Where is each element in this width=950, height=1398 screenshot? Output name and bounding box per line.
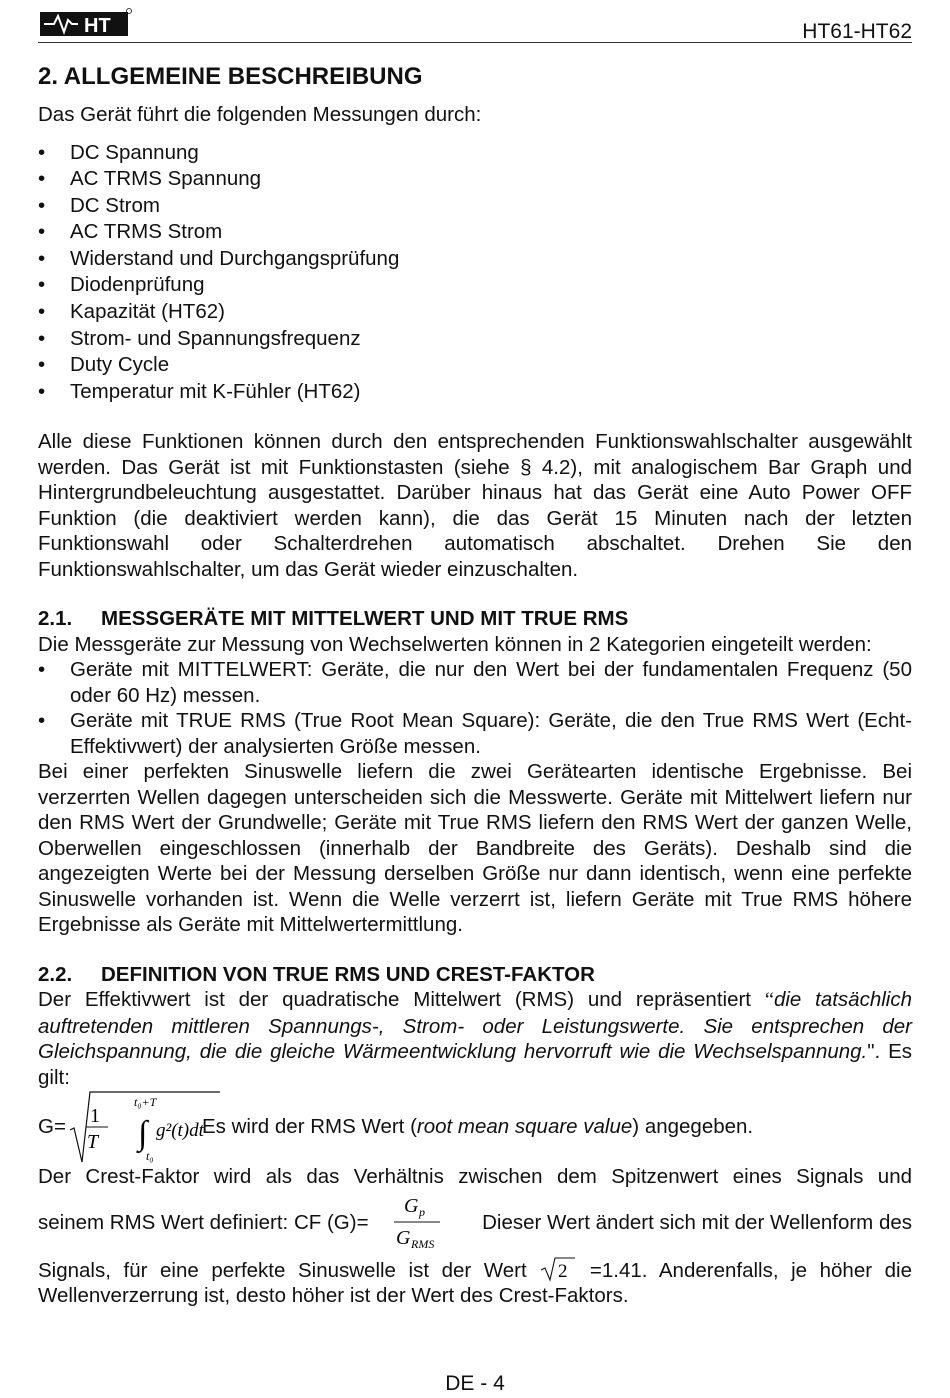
integral-upper-limit: t₀+T [134, 1095, 157, 1110]
page-header [38, 8, 912, 43]
meter-types-list [38, 657, 912, 759]
svg-text:2: 2 [558, 1260, 568, 1282]
svg-text:RMS: RMS [411, 1236, 435, 1250]
svg-text:G: G [396, 1226, 411, 1249]
crest-factor-line: Der Crest-Faktor wird als das Verhältnis zwischen dem Spitzenwert eines Signals und [38, 1165, 912, 1189]
subsection-title-2-2: 2.2. DEFINITION VON TRUE RMS UND CREST-FAKTOR [38, 962, 595, 986]
integral-sign: ∫ [138, 1115, 148, 1153]
formula-numerator: 1 [90, 1105, 100, 1128]
list-item: • Geräte mit MITTELWERT: Geräte, die nur den Wert bei der fundamentalen Frequenz (50 oder 60 Hz) messen. [38, 657, 912, 708]
list-item: • Duty Cycle [38, 352, 912, 379]
list-item: • Diodenprüfung [38, 272, 912, 299]
integral-lower-limit: t₀ [146, 1149, 154, 1164]
functions-paragraph: Alle diese Funktionen können durch den entsprechenden Funktionswahlschalter ausgewählt werden. Das Gerät ist mit Funktionstasten (siehe § 4.2), mit analogischem Bar Graph und Hintergrundbeleuchtung ausgestattet. Darüber hinaus hat das Gerät eine Auto Power OFF Funktion (die deaktiviert werden kann), die das Gerät 15 Minuten nach der letzten Funktionswahl oder Schalterdrehen automatisch abschaltet. Drehen Sie den Funktionswahlschalter, um das Gerät wieder einzuschalten. [38, 430, 912, 581]
list-item: • Widerstand und Durchgangsprüfung [38, 246, 912, 273]
list-item: • Kapazität (HT62) [38, 299, 912, 326]
subsection-intro: Die Messgeräte zur Messung von Wechselwerten können in 2 Kategorien eingeteilt werden: [38, 632, 872, 656]
svg-text:G: G [404, 1194, 419, 1217]
page-number: DE - 4 [445, 1372, 505, 1395]
subsection-title-2-1: 2.1. MESSGERÄTE MIT MITTELWERT UND MIT TRUE RMS [38, 607, 629, 631]
list-item: • Temperatur mit K-Fühler (HT62) [38, 379, 912, 406]
formula-integrand: g²(t)dt [156, 1120, 204, 1142]
list-item: • Strom- und Spannungsfrequenz [38, 326, 912, 353]
rms-formula: G= 1 T t₀+T ∫ t₀ g²(t)dt Es wird der RMS Wert (root mean square value) angegeben. [38, 1090, 912, 1164]
crest-conclusion: Signals, für eine perfekte Sinuswelle ist der Wert 2 =1.41. Anderenfalls, je höher die Wellenverzerrung ist, desto höher ist der Wert des Crest-Faktors. [38, 1256, 912, 1309]
section-title: 2. ALLGEMEINE BESCHREIBUNG [38, 63, 423, 90]
svg-text:HT: HT [84, 15, 111, 37]
trms-paragraph: Bei einer perfekten Sinuswelle liefern die zwei Gerätearten identische Ergebnisse. Bei verzerrten Wellen dagegen unterscheiden sich die Messwerte. Geräte mit Mittelwert liefern nur den RMS Wert der Grundwelle; Geräte mit True RMS liefern den RMS Wert der ganzen Welle, Oberwellen eingeschlossen (innerhalb der Bandbreite des Geräts). Deshalb sind die angezeigten Werte bei der Messung derselben Größe nur dann identisch, wenn eine perfekte Sinuswelle vorhanden ist. Wenn die Welle verzerrt ist, liefern Geräte mit True RMS höhere Ergebnisse als Geräte mit Mittelwertermittlung. [38, 760, 912, 937]
ht-logo [40, 8, 132, 38]
list-item: • DC Spannung [38, 140, 912, 167]
formula-denominator: T [87, 1131, 99, 1154]
measurement-list [38, 140, 912, 406]
crest-fraction [390, 1190, 446, 1250]
list-item: • Geräte mit TRUE RMS (True Root Mean Square): Geräte, die den True RMS Wert (Echt-Effektivwert) der analysierten Größe messen. [38, 708, 912, 759]
list-item: • AC TRMS Spannung [38, 166, 912, 193]
svg-text:p: p [419, 1204, 425, 1219]
list-item: • AC TRMS Strom [38, 219, 912, 246]
rms-definition-paragraph: Der Effektivwert ist der quadratische Mittelwert (RMS) und repräsentiert “die tatsächlich auftretenden mittleren Spannungs-, Strom- oder Leistungswerte. Sie entsprechen der Gleichspannung, die die gleiche Wärmeentwicklung hervorruft wie die Wechselspannung.". Es gilt: [38, 988, 913, 1089]
formula-description: Es wird der RMS Wert (root mean square value) angegeben. [202, 1115, 754, 1139]
sqrt-symbol [539, 1256, 577, 1282]
model-label: HT61-HT62 [802, 20, 912, 43]
section-intro: Das Gerät führt die folgenden Messungen durch: [38, 103, 482, 126]
list-item: • DC Strom [38, 193, 912, 220]
page-content [38, 62, 912, 1309]
crest-factor-formula: seinem RMS Wert definiert: CF (G)= G p G RMS Dieser Wert ändert sich mit der Wellenform des [38, 1190, 912, 1250]
